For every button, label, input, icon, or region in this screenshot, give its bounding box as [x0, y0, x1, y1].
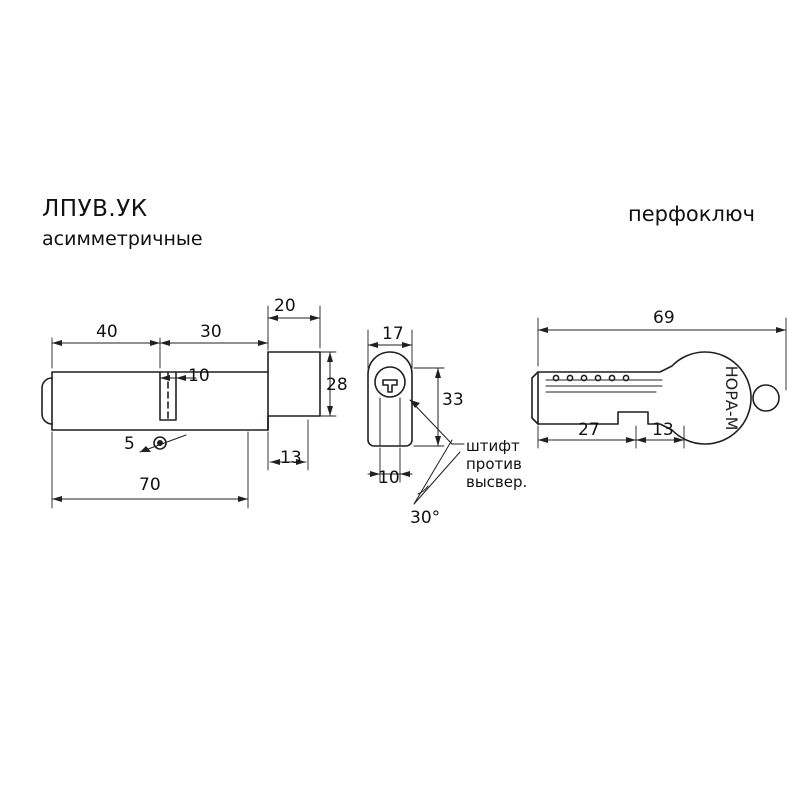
thumbturn-knob	[268, 352, 320, 416]
keyway-slot	[383, 380, 397, 392]
page-subtitle: асимметричные	[42, 228, 203, 250]
dimension-20: 20	[274, 296, 296, 316]
page-title: ЛПУВ.УК	[42, 196, 148, 222]
key-bow-hole	[753, 385, 779, 411]
dimension-10-section: 10	[378, 468, 400, 488]
key-outline	[538, 352, 751, 444]
dimension-28: 28	[326, 375, 348, 395]
dimension-17: 17	[382, 324, 404, 344]
cylinder-nose	[42, 378, 52, 424]
key-type-title: перфоключ	[628, 202, 755, 226]
dimension-5: 5	[124, 434, 135, 454]
angle-line-b	[414, 452, 460, 504]
pin-note-line-1: штифт	[466, 437, 520, 455]
angle-line-a	[414, 440, 452, 504]
dimension-69: 69	[653, 308, 675, 328]
pin-note-line-3: высвер.	[466, 473, 528, 491]
pin-note-line-2: против	[466, 455, 522, 473]
dimension-13-key: 13	[652, 420, 674, 440]
key-tip	[532, 372, 538, 424]
dimension-70: 70	[139, 475, 161, 495]
dimension-30: 30	[200, 322, 222, 342]
cylinder-profile	[368, 352, 412, 446]
dimension-10: 10	[188, 366, 210, 386]
dimension-27: 27	[578, 420, 600, 440]
dimension-40: 40	[96, 322, 118, 342]
dimension-33: 33	[442, 390, 464, 410]
dimension-13: 13	[280, 448, 302, 468]
dimension-30-degrees: 30°	[410, 508, 441, 528]
key-brand-text: НОРА-М	[722, 365, 741, 431]
